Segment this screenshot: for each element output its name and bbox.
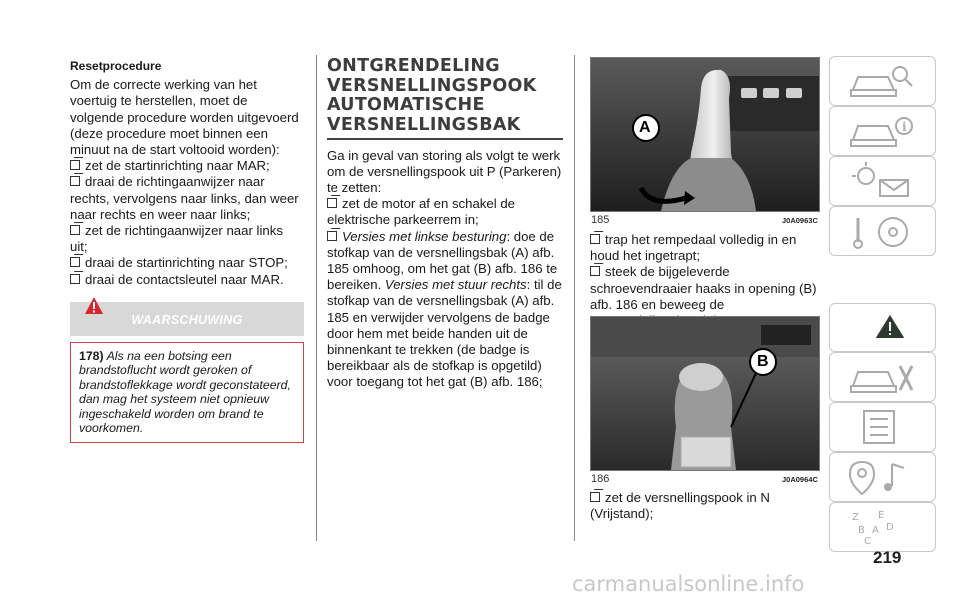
- bullet-icon: [327, 198, 337, 208]
- list-item: steek de bijgeleverde schroevendraaier haaks in opening (B) afb. 186 en beweeg de: [590, 264, 817, 312]
- callout-label-b: B: [757, 353, 769, 370]
- tab-car-search[interactable]: [829, 56, 936, 106]
- watermark: carmanualsonline.info: [572, 572, 805, 596]
- bullet-icon: [70, 257, 80, 267]
- step-list: [70, 158, 304, 288]
- svg-text:E: E: [878, 510, 885, 521]
- column-gear-release: [327, 57, 563, 391]
- alphabet-index-icon: [848, 508, 918, 546]
- list-item: zet de startinrichting naar MAR;: [70, 158, 304, 174]
- list-item: draai de richtingaanwijzer naar rechts, vervolgens naar links, dan weer naar rechts en weer naar links;: [70, 174, 299, 222]
- car-tools-icon: [848, 358, 918, 396]
- figure-186-number: 186: [591, 473, 610, 485]
- column-steps-b: [590, 490, 822, 522]
- figure-185-photo: [590, 57, 820, 212]
- warning-title: WAARSCHUWING: [131, 312, 243, 327]
- svg-text:Z: Z: [852, 512, 859, 523]
- callout-label-a: A: [639, 119, 651, 136]
- bullet-icon: [70, 274, 80, 284]
- section-title: ONTGRENDELING VERSNELLINGSPOOK AUTOMATISCHE VERSNELLINGSBAK: [327, 56, 537, 135]
- tab-car-info[interactable]: [829, 106, 936, 156]
- tab-alphabet-index[interactable]: [829, 502, 936, 552]
- intro-paragraph: Om de correcte werking van het voertuig te herstellen, moet de volgende procedure worden uitgevoerd (deze procedure moet binnen een minuut na de start voltooid worden):: [70, 77, 299, 158]
- tab-car-warning[interactable]: [829, 303, 936, 352]
- column-reset-procedure: [70, 58, 304, 443]
- list-item: trap het rempedaal volledig in en houd het ingetrapt;: [590, 232, 797, 264]
- title-rule: [327, 138, 563, 140]
- tab-key-wheel[interactable]: [829, 206, 936, 256]
- svg-text:B: B: [858, 525, 865, 536]
- navigation-music-icon: [848, 458, 918, 496]
- warning-header: [70, 302, 304, 336]
- tab-navigation-music[interactable]: [829, 452, 936, 502]
- column-divider: [574, 55, 575, 541]
- key-wheel-icon: [848, 212, 918, 250]
- list-item: zet de richtingaanwijzer naar links uit;: [70, 223, 283, 255]
- figure-185-number: 185: [591, 214, 610, 226]
- tab-checklist[interactable]: [829, 402, 936, 452]
- page-number: 219: [873, 548, 902, 567]
- car-search-icon: [848, 62, 918, 100]
- tab-car-tools[interactable]: [829, 352, 936, 402]
- svg-text:A: A: [872, 525, 879, 536]
- list-item: draai de startinrichting naar STOP;: [70, 255, 304, 271]
- list-item: draai de contactsleutel naar MAR.: [70, 272, 304, 288]
- bullet-icon: [70, 176, 80, 186]
- intro-paragraph: Ga in geval van storing als volgt te werk om de versnellingspook uit P (Parkeren) te zetten:: [327, 147, 562, 195]
- gear-shifter-photo: [591, 58, 819, 211]
- bullet-icon: [70, 225, 80, 235]
- bullet-icon: [327, 231, 337, 241]
- figure-185-code: J0A0963C: [782, 216, 818, 225]
- column-steps-a: [590, 232, 822, 329]
- light-mail-icon: [848, 162, 918, 200]
- column-divider: [316, 55, 317, 541]
- svg-text:i: i: [902, 120, 907, 134]
- tab-light-mail[interactable]: [829, 156, 936, 206]
- svg-text:C: C: [864, 536, 871, 546]
- bullet-icon: [590, 234, 600, 244]
- checklist-icon: [848, 408, 918, 446]
- bullet-icon: [590, 266, 600, 276]
- subheading: Resetprocedure: [70, 59, 162, 73]
- warning-number: 178): [79, 348, 104, 363]
- warning-text: Als na een botsing een brandstoflucht wordt geroken of brandstoflekkage wordt geconstateerd, dan mag het systeem niet opnieuw ingeschakeld worden om brand te voorkomen.: [79, 348, 291, 436]
- car-info-icon: [848, 112, 918, 150]
- bullet-icon: [70, 160, 80, 170]
- bullet-icon: [590, 492, 600, 502]
- figure-186-code: J0A0964C: [782, 475, 818, 484]
- warning-box: [70, 342, 304, 443]
- gear-boot-photo: [591, 317, 819, 470]
- list-item: zet de motor af en schakel de elektrische parkeerrem in;: [327, 196, 516, 228]
- list-item: zet de versnellingspook in N (Vrijstand);: [590, 490, 770, 522]
- list-item: Versies met linkse besturing: doe de stofkap van de versnellingsbak (A) afb. 185 omhoog, om het gat (B) afb. 186 te bereiken. Versies met stuur rechts: til de stofkap van de versnellingsbak (A) afb. 185 en verwijder vervolgens de badge door hem met beide handen uit de binnenkant te trekken (de badge is bereikbaar als de stofkap is opgetild) voor toegang tot het gat (B) afb. 186;: [327, 228, 562, 390]
- figure-186-photo: [590, 316, 820, 471]
- svg-text:D: D: [886, 522, 894, 533]
- car-warning-icon: [848, 309, 918, 347]
